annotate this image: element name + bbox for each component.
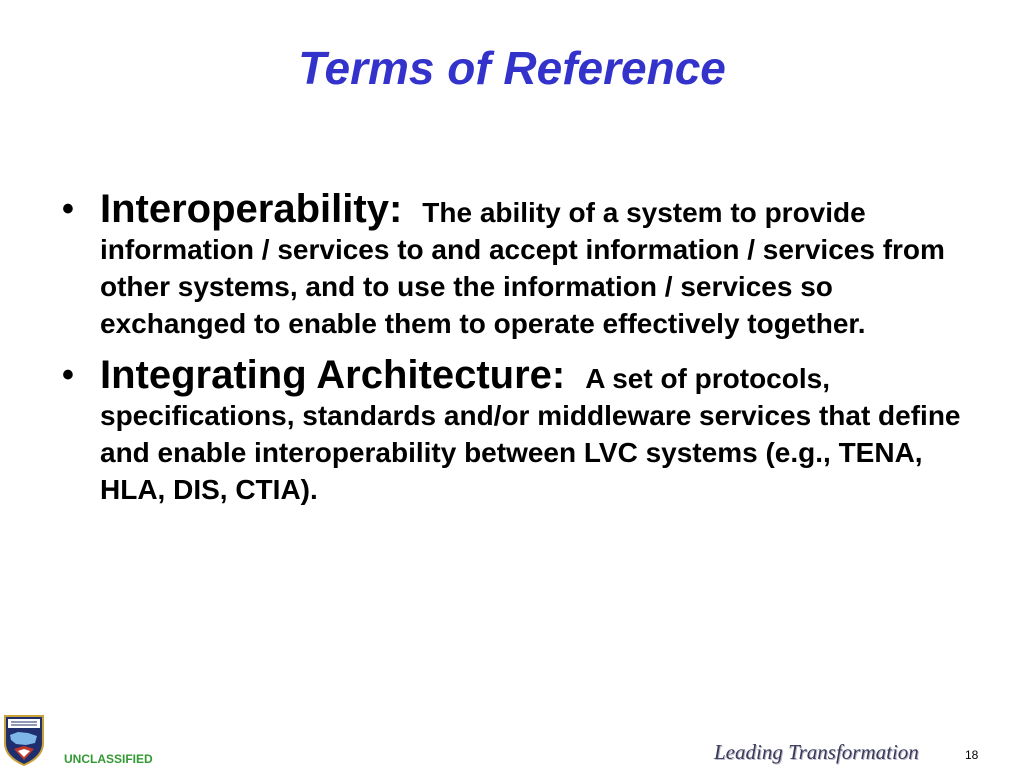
classification-label: UNCLASSIFIED [64, 752, 153, 766]
footer-tagline: Leading Transformation [714, 740, 919, 764]
bullet-interoperability [62, 188, 967, 342]
bullet-list [62, 188, 967, 520]
bullet-dot-icon: • [62, 356, 74, 394]
term-label: Integrating Architecture: [100, 353, 566, 397]
page-number: 18 [965, 748, 979, 762]
term-label: Interoperability: [100, 187, 403, 231]
joint-forces-command-seal-icon [2, 713, 46, 767]
bullet-dot-icon: • [62, 190, 74, 228]
term-definition: The ability of a system to provide information / services to and accept information / services from other systems, and to use the information / services so exchanged to enable them to operate effectively together. [100, 197, 945, 339]
term-definition: A set of protocols, specifications, standards and/or middleware services that define and enable interoperability between LVC systems (e.g., TENA, HLA, DIS, CTIA). [100, 363, 961, 505]
slide-title: Terms of Reference [298, 42, 726, 94]
bullet-integrating-architecture [62, 354, 967, 508]
